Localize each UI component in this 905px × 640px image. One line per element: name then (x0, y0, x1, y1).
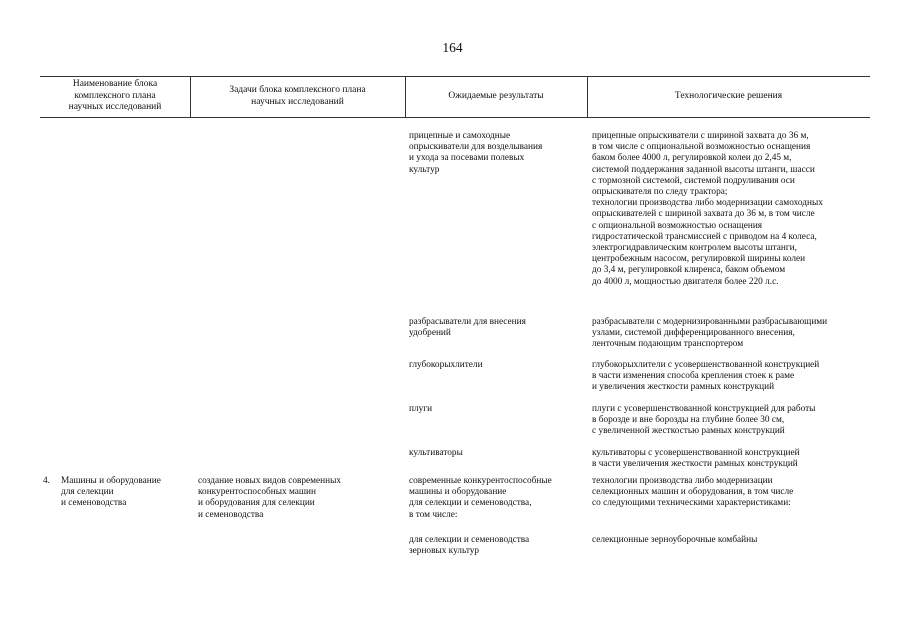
solution-cell: плуги с усовершенствованной конструкцией для работы в борозде и вне борозды на глубине более 30 см, с увеличенной жесткостью рамных конструкций (592, 404, 816, 437)
solution-cell: технологии производства либо модернизации селекционных машин и оборудования, в том числе со следующими техническими характеристиками: (592, 476, 794, 509)
result-cell: разбрасыватели для внесения удобрений (409, 317, 526, 339)
row-number: 4. (43, 476, 50, 486)
header-tech-solutions: Технологические решения (674, 91, 783, 101)
table-header-rule (40, 117, 870, 118)
header-expected-results: Ожидаемые результаты (448, 91, 544, 101)
result-cell: современные конкурентоспособные машины и оборудование для селекции и семеноводства, в том числе: (409, 476, 552, 520)
table-top-rule (40, 76, 870, 77)
solution-cell: культиваторы с усовершенствованной конструкцией в части увеличения жесткости рамных конструкций (592, 448, 800, 470)
result-cell: плуги (409, 404, 433, 414)
header-block-tasks: Задачи блока комплексного плана научных исследований (229, 85, 366, 107)
result-cell: прицепные и самоходные опрыскиватели для возделывания и ухода за посевами полевых культур (409, 131, 543, 175)
result-cell: глубокорыхлители (409, 360, 483, 370)
solution-cell: глубокорыхлители с усовершенствованной конструкцией в части изменения способа крепления стоек к раме и увеличения жесткости рамных конструкций (592, 360, 820, 393)
solution-cell: разбрасыватели с модернизированными разбрасывающими узлами, системой дифференцированного внесения, ленточным подающим транспортером (592, 317, 828, 350)
solution-cell: прицепные опрыскиватели с шириной захвата до 36 м, в том числе с опциональной возможностью оснащения баком более 4000 л, регулировкой колеи до 2,45 м, системой поддержания заданной высоты штанги, шасси с тормозной системой, системой подруливания оси опрыскивателя по следу трактора; технологии производства либо модернизации самоходных опрыскивателей с шириной захвата до 36 м, в том числе с опциональной возможностью оснащения гидростатической трансмиссией с приводом на 4 колеса, электрогидравлическим контролем высоты штанги, центробежным насосом, регулировкой ширины колеи до 3,4 м, регулировкой клиренса, баком объемом до 4000 л, мощностью двигателя более 220 л.с. (592, 131, 823, 287)
solution-cell: селекционные зерноуборочные комбайны (592, 535, 758, 545)
header-block-name: Наименование блока комплексного плана научных исследований (68, 79, 162, 112)
block-name-cell: Машины и оборудование для селекции и семеноводства (61, 476, 161, 509)
result-cell: для селекции и семеноводства зерновых культур (409, 535, 530, 557)
result-cell: культиваторы (409, 448, 463, 458)
task-cell: создание новых видов современных конкурентоспособных машин и оборудования для селекции и семеноводства (198, 476, 342, 520)
page-number: 164 (442, 40, 463, 55)
